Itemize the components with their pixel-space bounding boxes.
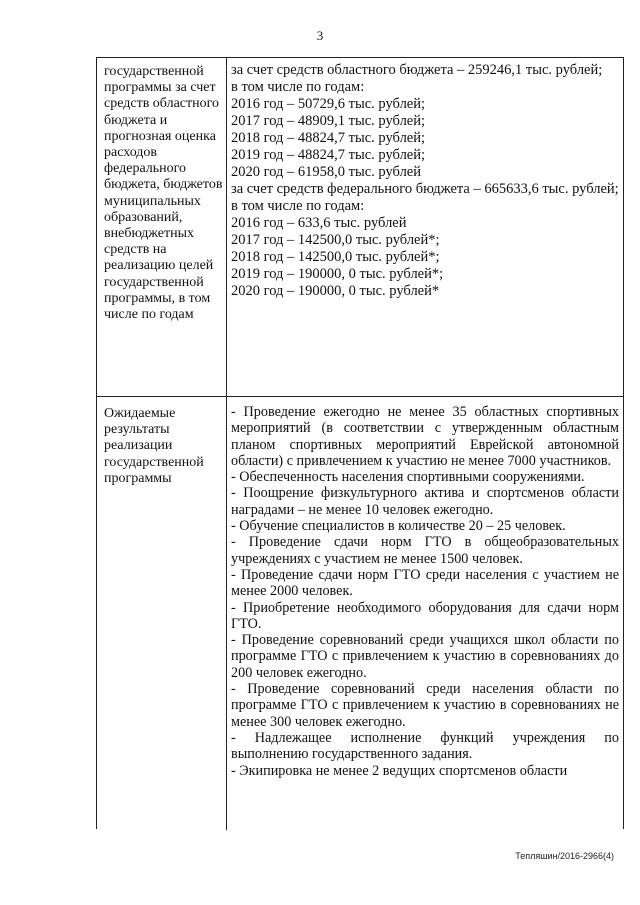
content-line: за счет средств федерального бюджета – 665633,6 тыс. рублей; bbox=[231, 181, 619, 197]
content-line: 2020 год – 190000, 0 тыс. рублей* bbox=[231, 283, 440, 299]
content-line: 2019 год – 190000, 0 тыс. рублей*; bbox=[231, 266, 444, 282]
content-line: 2020 год – 61958,0 тыс. рублей bbox=[231, 164, 422, 180]
result-item: - Проведение сдачи норм ГТО среди населения с участием не менее 2000 человек. bbox=[231, 566, 619, 600]
column-divider bbox=[226, 396, 227, 830]
content-line: 2017 год – 48909,1 тыс. рублей; bbox=[231, 113, 426, 129]
result-item: - Приобретение необходимого оборудования для сдачи норм ГТО. bbox=[231, 599, 619, 632]
document-footer-code: Тепляшин/2016-2966(4) bbox=[515, 851, 614, 861]
content-line: в том числе по годам: bbox=[231, 79, 365, 95]
page-number: 3 bbox=[316, 28, 324, 43]
content-line: 2017 год – 142500,0 тыс. рублей*; bbox=[231, 232, 440, 248]
content-line: 2019 год – 48824,7 тыс. рублей; bbox=[231, 147, 426, 163]
result-item: - Обеспеченность населения спортивными сооружениями. bbox=[231, 469, 585, 486]
column-divider bbox=[226, 58, 227, 396]
content-line: 2016 год – 50729,6 тыс. рублей; bbox=[231, 96, 426, 112]
content-line: 2018 год – 142500,0 тыс. рублей*; bbox=[231, 249, 440, 265]
content-line: 2016 год – 633,6 тыс. рублей bbox=[231, 215, 407, 231]
result-item: - Поощрение физкультурного актива и спортсменов области наградами – не менее 10 человек ежегодно. bbox=[231, 485, 619, 518]
content-line: за счет средств областного бюджета – 259246,1 тыс. рублей; bbox=[231, 62, 603, 78]
result-item: - Проведение ежегодно не менее 35 областных спортивных мероприятий (в соответствии с утвержденным областным планом спортивных мероприятий Еврейской автономной области) с привлечением к участию не менее 7000 участников. bbox=[231, 404, 619, 469]
result-item: - Проведение соревнований среди населения области по программе ГТО с привлечением к участию в соревнованиях не менее 300 человек ежегодно. bbox=[231, 681, 619, 730]
result-item: - Экипировка не менее 2 ведущих спортсменов области bbox=[231, 762, 568, 779]
row-content-results bbox=[231, 404, 619, 779]
content-line: в том числе по годам: bbox=[231, 198, 365, 214]
table-row-funding bbox=[97, 58, 623, 397]
result-item: - Проведение соревнований среди учащихся школ области по программе ГТО с привлечением к участию в соревнованиях до 200 человек ежегодно. bbox=[231, 632, 619, 681]
result-item: - Надлежащее исполнение функций учреждения по выполнению государственного задания. bbox=[231, 729, 619, 763]
result-item: - Проведение сдачи норм ГТО в общеобразовательных учреждениях с участием не менее 1500 человек. bbox=[231, 534, 619, 567]
content-line: 2018 год – 48824,7 тыс. рублей; bbox=[231, 130, 426, 146]
result-item: - Обучение специалистов в количестве 20 – 25 человек. bbox=[231, 518, 566, 535]
row-label-results: Ожидаемые результаты реализации государственной программы bbox=[104, 406, 204, 486]
program-passport-table bbox=[96, 57, 624, 829]
row-label-funding: государственной программы за счет средств областного бюджета и прогнозная оценка расходов федерального бюджета, бюджетов муниципальных образований, внебюджетных средств на реализацию целей государственной программы, в том числе по годам bbox=[104, 64, 223, 323]
row-content-funding bbox=[231, 62, 619, 300]
table-row-results bbox=[97, 396, 623, 830]
